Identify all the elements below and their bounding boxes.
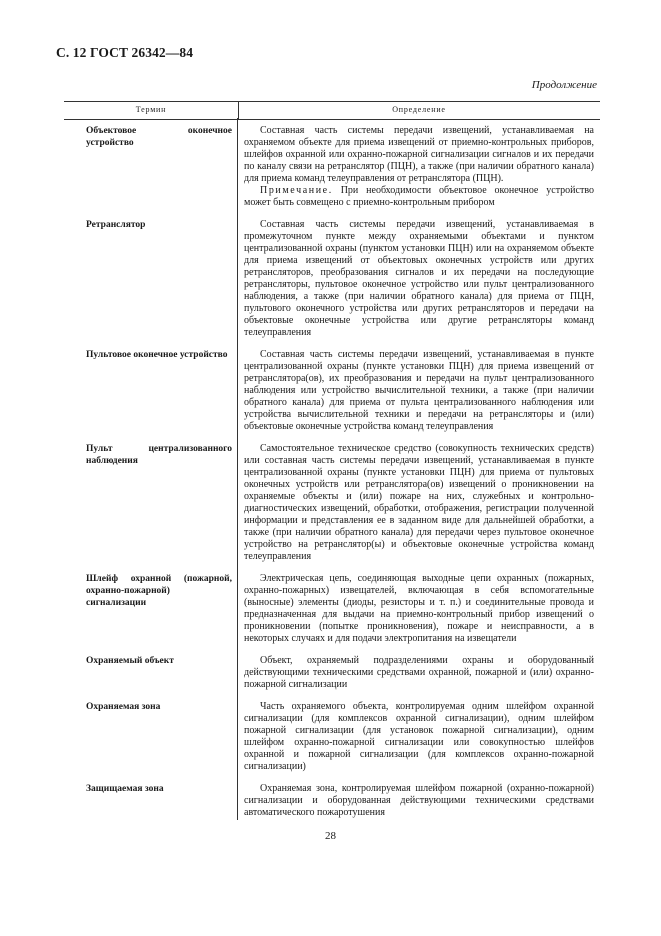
term-cell: Ретранслятор <box>86 220 146 230</box>
definition-text: Составная часть системы передачи извещений, устанавливаемая в пункте централизованной охраны (пункте установки ПЦН) для приема извещений от ретранслятора(ов), их преобразования и передачи на пульт централизованного наблюдения или устройство вычислительной техники, а также (при наличии обратного канала) для приема от пульта централизованного наблюдения или устройства вычислительной техники и передачи на ретрансляторы и (или) объектовые оконечные устройства команд телеуправления <box>244 349 594 432</box>
page-number: 28 <box>325 830 336 842</box>
terms-table <box>64 101 600 819</box>
table-header <box>64 101 600 120</box>
term-cell: Пульт централизованного наблюдения <box>86 444 232 466</box>
definition-text: Составная часть системы передачи извещений, устанавливаемая в промежуточном пункте между охраняемыми объектами и пунктом централизованной охраны (пунктом установки ПЦН) или на охраняемом объекте для приема извещений от объектовых оконечных устройств или других ретрансляторов, преобразования сигналов и их передачи на последующие ретрансляторы, пультовое оконечное устройство или пульт централизованного наблюдения, а также (при наличии обратного канала) для приема от ПЦН, пультового оконечного устройства или других ретрансляторов и передачи на объектовые оконечные устройства или другие ретрансляторы команд телеуправления <box>244 219 594 338</box>
definition-text: Электрическая цепь, соединяющая выходные цепи охранных (пожарных, охранно-пожарных) извещателей, включающая в себя вспомогательные (выносные) элементы (диоды, резисторы и т. п.) и соединительные провода и предназначенная для выдачи на приемно-контрольный прибор извещений о проникновении (попытке проникновения), пожаре и неисправности, а в некоторых случаях и для подачи электропитания на извещатели <box>244 573 594 644</box>
definition-cell <box>238 349 600 433</box>
table-row <box>64 701 600 773</box>
definition-cell <box>238 573 600 645</box>
term-cell: Защищаемая зона <box>86 784 164 794</box>
column-header-term: Термин <box>135 105 167 114</box>
definition-cell <box>238 783 600 819</box>
definition-cell <box>238 443 600 563</box>
table-row <box>64 655 600 691</box>
definition-text: Составная часть системы передачи извещений, устанавливаемая на охраняемом объекте для приема извещений от приемно-контрольных приборов, шлейфов охранной или охранно-пожарной сигнализации сигналов и их передачи по каналу связи на ретранслятор (ПЦН), а также (при наличии обратного канала) для приема команд телеуправления от ретранслятора (ПЦН). <box>244 125 594 184</box>
definition-cell <box>238 219 600 339</box>
term-cell: Пультовое оконечное устройство <box>86 350 228 360</box>
definition-text: Охраняемая зона, контролируемая шлейфом пожарной (охранно-пожарной) сигнализации и оборудованная действующими техническими средствами автоматического пожаротушения <box>244 783 594 818</box>
column-header-definition: Определение <box>392 105 446 114</box>
table-row <box>64 573 600 645</box>
continuation-label: Продолжение <box>531 79 597 91</box>
table-row <box>64 219 600 339</box>
note-label: Примечание. <box>260 185 333 196</box>
term-cell: Охраняемая зона <box>86 702 161 712</box>
term-cell: Шлейф охранной (пожарной, охранно-пожарной) сигнализации <box>86 574 232 608</box>
definition-text: Самостоятельное техническое средство (совокупность технических средств) или составная часть системы передачи извещений, устанавливаемая в пункте централизованной охраны (пункте установки ПЦН) для приема от пультовых оконечных устройств или ретранслятора(ов) извещений о проникновении на охраняемые объекты и (или) пожаре на них, служебных и контрольно-диагностических извещений, обработки, отображения, регистрации полученной информации и представления ее в заданном виде для дальнейшей обработки, а также (при наличии обратного канала) для передачи через пультовое оконечное устройство на ретранслятор(ы) и объектовые оконечные устройства команд телеуправления <box>244 443 594 562</box>
definition-cell <box>238 701 600 773</box>
definition-text: Часть охраняемого объекта, контролируемая одним шлейфом охранной сигнализации (для комплексов охранной сигнализации), одним шлейфом пожарной сигнализации (для установок пожарной сигнализации), одним шлейфом охранно-пожарной сигнализации или совокупностью шлейфов охранной и пожарной сигнализации (для комплексов охранно-пожарной сигнализации) <box>244 701 594 772</box>
table-row <box>64 349 600 433</box>
note-text: При необходимости объектовое оконечное устройство может быть совмещено с приемно-контрольным прибором <box>244 185 594 208</box>
table-row <box>64 783 600 819</box>
table-row <box>64 443 600 563</box>
note <box>244 185 594 209</box>
page-header: С. 12 ГОСТ 26342—84 <box>56 45 194 60</box>
definition-cell <box>238 125 600 209</box>
term-cell: Охраняемый объект <box>86 656 174 666</box>
table-row <box>64 125 600 209</box>
definition-text: Объект, охраняемый подразделениями охраны и оборудованный действующими техническими средствами охранной, пожарной и (или) охранно-пожарной сигнализации <box>244 655 594 690</box>
term-cell: Объектовое оконечное устройство <box>86 126 232 148</box>
definition-cell <box>238 655 600 691</box>
